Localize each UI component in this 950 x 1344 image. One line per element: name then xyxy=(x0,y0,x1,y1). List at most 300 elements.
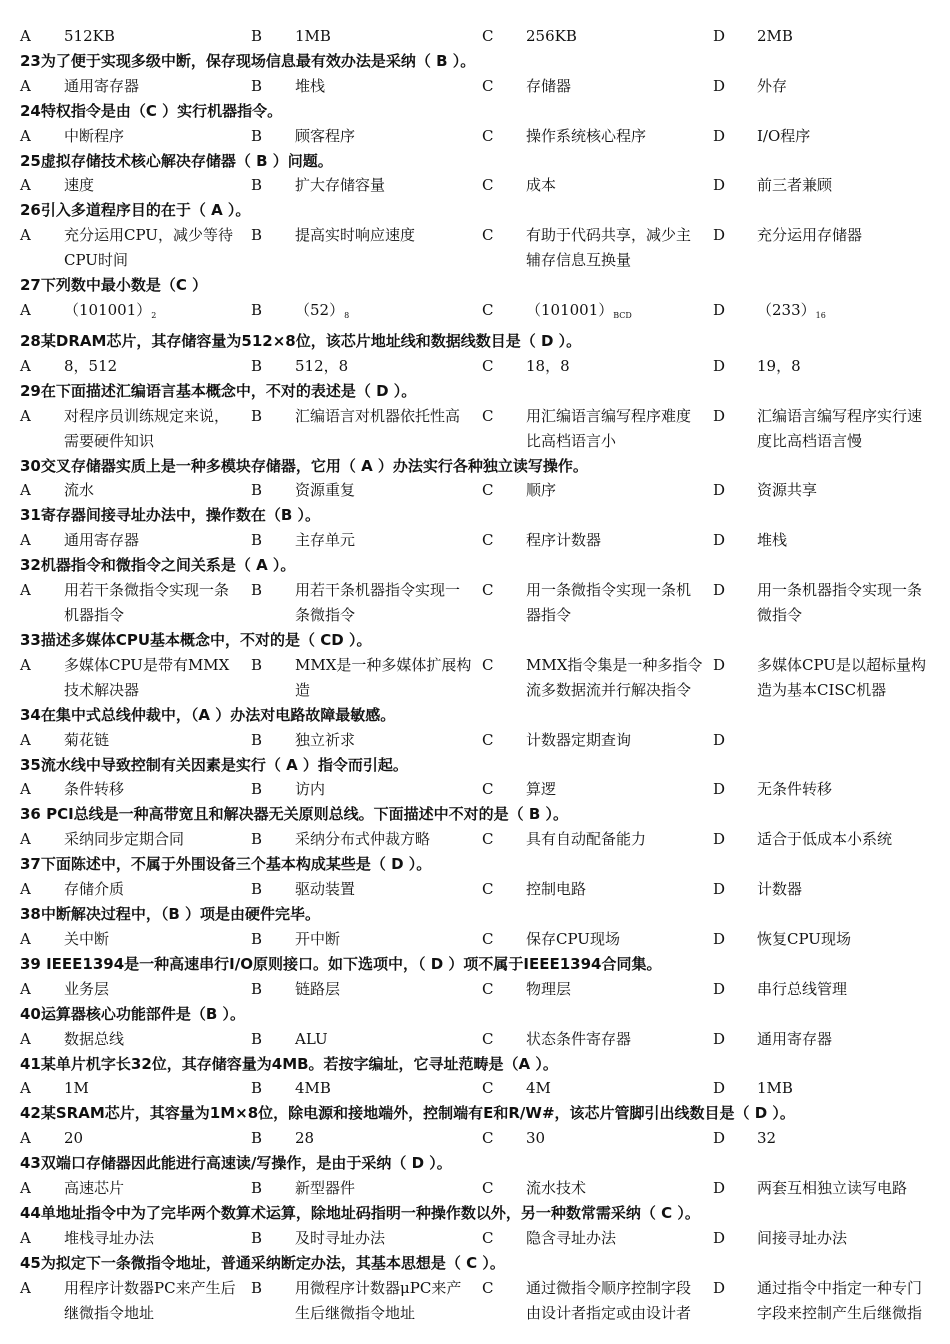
options-row xyxy=(0,528,950,553)
option-letter: A xyxy=(20,1129,31,1148)
question-block xyxy=(0,1101,950,1151)
option-text xyxy=(20,977,251,1002)
question-text: 为拟定下一条微指令地址，普通采纳断定办法，其基本思想是（ C ）。 xyxy=(40,1253,505,1272)
option-letter: A xyxy=(20,356,31,375)
option-value: 关中断 xyxy=(64,929,110,948)
option-text xyxy=(20,827,251,852)
option-value: 开中断 xyxy=(295,929,341,948)
option-text: 1MB xyxy=(295,27,331,45)
question-block xyxy=(0,753,950,803)
option-value: 汇编语言对机器依托性高 xyxy=(295,406,461,425)
option-d xyxy=(713,1076,943,1101)
option-c xyxy=(482,728,713,753)
question-stem xyxy=(0,1101,950,1126)
option-letter: A xyxy=(20,1079,31,1098)
option-letter: C xyxy=(482,176,494,195)
option-a xyxy=(20,404,251,454)
option-letter: B xyxy=(251,581,263,600)
question-stem xyxy=(0,1151,950,1176)
option-text xyxy=(713,74,943,99)
options-row xyxy=(0,354,950,379)
question-number: 34 xyxy=(20,705,41,724)
question-number: 27 xyxy=(20,276,41,295)
option-letter: D xyxy=(713,655,726,674)
option-text xyxy=(251,1276,482,1326)
option-value: 用微程序计数器μPC来产生后继微指令地址 xyxy=(295,1278,462,1322)
options-row xyxy=(0,223,950,273)
question-text: 在集中式总线仲裁中，（A ）办法对电路故障最敏感。 xyxy=(40,705,396,724)
option-text xyxy=(482,927,713,952)
question-block xyxy=(0,1201,950,1251)
option-letter: A xyxy=(20,1179,31,1198)
option-letter: C xyxy=(482,929,494,948)
question-text: 描述多媒体CPU基本概念中，不对的是（ CD ）。 xyxy=(40,630,372,649)
option-d xyxy=(713,298,943,329)
option-c xyxy=(482,827,713,852)
question-stem xyxy=(0,329,950,354)
option-value: 计数器定期查询 xyxy=(526,730,632,749)
option-letter: B xyxy=(251,780,263,799)
option-d xyxy=(713,528,943,553)
option-d xyxy=(713,1126,943,1151)
option-value: （101001） xyxy=(526,301,614,320)
option-value: 1M xyxy=(64,1079,89,1098)
option-b xyxy=(251,173,482,198)
option-d xyxy=(713,1276,943,1326)
option-letter: D xyxy=(713,356,726,375)
options-row xyxy=(0,1126,950,1151)
option-value: （101001） xyxy=(64,301,152,320)
option-text xyxy=(251,528,482,553)
option-c xyxy=(482,1027,713,1052)
question-text: 在下面描述汇编语言基本概念中，不对的表述是（ D ）。 xyxy=(40,381,417,400)
option-text xyxy=(20,173,251,198)
question-text: 下列数中最小数是（C ） xyxy=(40,276,208,295)
option-text xyxy=(713,578,943,628)
option-value: 多媒体CPU是以超标量构造为基本CISC机器 xyxy=(757,655,926,699)
option-c xyxy=(482,223,713,273)
option-text xyxy=(713,1226,943,1251)
option-b xyxy=(251,728,482,753)
option-value: 提高实时响应速度 xyxy=(295,226,416,245)
option-letter: D xyxy=(713,1129,726,1148)
option-c xyxy=(482,124,713,149)
option-b xyxy=(251,977,482,1002)
question-number: 38 xyxy=(20,905,41,924)
option-text xyxy=(482,877,713,902)
options-row xyxy=(0,728,950,753)
option-text xyxy=(251,827,482,852)
option-d xyxy=(713,877,943,902)
option-value: 资源重复 xyxy=(295,481,356,500)
question-number: 36 xyxy=(20,805,41,824)
option-value: 存储器 xyxy=(526,76,572,95)
option-letter: D xyxy=(713,126,726,145)
option-text xyxy=(482,1076,713,1101)
question-number: 40 xyxy=(20,1004,41,1023)
option-text: 512KB xyxy=(64,27,115,45)
option-letter: A xyxy=(20,76,31,95)
option-d xyxy=(713,578,943,628)
question-stem xyxy=(0,1251,950,1276)
option-a xyxy=(20,927,251,952)
option-c xyxy=(482,528,713,553)
options-row xyxy=(0,777,950,802)
question-stem xyxy=(0,1002,950,1027)
option-value: 采纳同步定期合同 xyxy=(64,830,185,849)
option-text xyxy=(20,223,251,273)
option-text xyxy=(251,1076,482,1101)
question-text: 某单片机字长32位，其存储容量为4MB。若按字编址，它寻址范畴是（A ）。 xyxy=(40,1054,558,1073)
option-d xyxy=(713,354,943,379)
option-letter: D xyxy=(713,27,726,45)
option-d xyxy=(713,927,943,952)
option-c xyxy=(482,404,713,454)
option-c xyxy=(482,578,713,628)
option-text xyxy=(713,404,943,454)
option-letter: D xyxy=(713,1179,726,1198)
question-block xyxy=(0,329,950,379)
option-text xyxy=(713,653,943,703)
option-text xyxy=(713,124,943,149)
option-d xyxy=(713,728,943,753)
option-b xyxy=(251,478,482,503)
option-value: 外存 xyxy=(757,76,788,95)
option-a xyxy=(20,1076,251,1101)
option-value: 充分运用存储器 xyxy=(757,226,863,245)
options-row xyxy=(0,578,950,628)
option-value: 堆栈 xyxy=(295,76,326,95)
options-row xyxy=(0,1276,950,1326)
question-stem xyxy=(0,198,950,223)
option-value: 1MB xyxy=(757,1079,793,1098)
option-letter: D xyxy=(713,581,726,600)
question-block xyxy=(0,802,950,852)
option-letter: D xyxy=(713,176,726,195)
option-text xyxy=(482,827,713,852)
option-text xyxy=(482,478,713,503)
option-b xyxy=(251,1276,482,1326)
option-a xyxy=(20,478,251,503)
option-text xyxy=(251,1226,482,1251)
option-text: 2MB xyxy=(757,27,793,45)
option-text xyxy=(482,1226,713,1251)
option-value: 4MB xyxy=(295,1079,331,1098)
option-letter: B xyxy=(251,655,263,674)
option-value: I/O程序 xyxy=(757,126,811,145)
option-c xyxy=(482,653,713,703)
question-block xyxy=(0,503,950,553)
option-letter: A xyxy=(20,581,31,600)
option-text xyxy=(251,1027,482,1052)
option-b xyxy=(251,653,482,703)
option-text xyxy=(482,777,713,802)
option-text xyxy=(482,124,713,149)
option-a xyxy=(20,1176,251,1201)
option-c xyxy=(482,478,713,503)
question-number: 45 xyxy=(20,1253,41,1272)
question-number: 33 xyxy=(20,630,41,649)
option-b xyxy=(251,24,482,49)
option-value: 成本 xyxy=(526,176,557,195)
option-a xyxy=(20,578,251,628)
question-block xyxy=(0,1251,950,1326)
option-value: 28 xyxy=(295,1129,315,1148)
option-text xyxy=(251,1126,482,1151)
option-text xyxy=(20,298,251,329)
question-stem xyxy=(0,852,950,877)
option-text xyxy=(251,777,482,802)
option-value: 用若干条微指令实现一条机器指令 xyxy=(64,581,230,625)
option-text xyxy=(20,354,251,379)
option-a xyxy=(20,777,251,802)
option-text xyxy=(251,1176,482,1201)
option-letter: B xyxy=(251,730,263,749)
option-value: 两套互相独立读写电路 xyxy=(757,1179,908,1198)
question-block xyxy=(0,49,950,99)
option-letter: A xyxy=(20,176,31,195)
option-d xyxy=(713,173,943,198)
option-text xyxy=(713,1076,943,1101)
question-number: 42 xyxy=(20,1104,41,1123)
option-value: 30 xyxy=(526,1129,546,1148)
option-text xyxy=(713,1276,943,1326)
option-a xyxy=(20,173,251,198)
option-text xyxy=(20,653,251,703)
option-letter: A xyxy=(20,126,31,145)
option-value: 操作系统核心程序 xyxy=(526,126,647,145)
option-value: 串行总线管理 xyxy=(757,979,848,998)
option-letter: A xyxy=(20,1278,31,1297)
option-text xyxy=(713,173,943,198)
option-value: 对程序员训练规定来说，需要硬件知识 xyxy=(64,406,230,450)
option-c xyxy=(482,354,713,379)
option-a xyxy=(20,223,251,273)
option-text xyxy=(20,404,251,454)
option-letter: D xyxy=(713,531,726,550)
option-text: 256KB xyxy=(526,27,577,45)
question-stem xyxy=(0,49,950,74)
option-value: 汇编语言编写程序实行速度比高档语言慢 xyxy=(757,406,923,450)
option-text xyxy=(251,404,482,429)
option-value: 控制电路 xyxy=(526,880,587,899)
question-stem xyxy=(0,902,950,927)
question-text: 某SRAM芯片，其容量为1M×8位，除电源和接地端外，控制端有E和R/W#，该芯片管脚引出线数目是（ D ）。 xyxy=(40,1104,795,1123)
option-value: 主存单元 xyxy=(295,531,356,550)
option-text xyxy=(20,1027,251,1052)
option-letter: C xyxy=(482,531,494,550)
option-letter: B xyxy=(251,481,263,500)
question-text: 寄存器间接寻址办法中，操作数在（B ）。 xyxy=(40,506,321,525)
option-value: MMX指令集是一种多指令流多数据流并行解决指令 xyxy=(526,655,703,699)
option-value: 中断程序 xyxy=(64,126,125,145)
question-block xyxy=(0,454,950,504)
option-c xyxy=(482,1276,713,1326)
question-block xyxy=(0,902,950,952)
option-value: 数据总线 xyxy=(64,1029,125,1048)
number-base-subscript: 16 xyxy=(815,311,826,321)
option-value: 通过微指令顺序控制字段由设计者指定或由设计者 xyxy=(526,1278,692,1322)
option-letter: D xyxy=(713,1029,726,1048)
option-text xyxy=(20,124,251,149)
option-text xyxy=(251,298,482,329)
question-text: 机器指令和微指令之间关系是（ A ）。 xyxy=(40,556,296,575)
question-text: 运算器核心功能部件是（B ）。 xyxy=(40,1004,246,1023)
options-row xyxy=(0,404,950,454)
option-letter: B xyxy=(251,226,263,245)
options-row xyxy=(0,478,950,503)
option-letter: C xyxy=(482,1029,494,1048)
option-letter: A xyxy=(20,830,31,849)
option-a xyxy=(20,1276,251,1326)
option-text xyxy=(482,653,713,703)
question-stem xyxy=(0,454,950,479)
option-b xyxy=(251,1126,482,1151)
option-d xyxy=(713,24,943,49)
option-letter: B xyxy=(251,531,263,550)
question-block xyxy=(0,852,950,902)
option-text xyxy=(482,354,713,379)
option-c xyxy=(482,173,713,198)
option-value: 8，512 xyxy=(64,356,118,375)
option-c xyxy=(482,1226,713,1251)
option-letter: C xyxy=(482,655,494,674)
option-text xyxy=(251,877,482,902)
option-b xyxy=(251,298,482,329)
question-text: 引入多道程序目的在于（ A ）。 xyxy=(40,201,251,220)
question-block xyxy=(0,628,950,703)
option-value: 算逻 xyxy=(526,780,557,799)
option-b xyxy=(251,1176,482,1201)
question-number: 24 xyxy=(20,101,41,120)
options-row xyxy=(0,1226,950,1251)
question-number: 25 xyxy=(20,151,41,170)
option-letter: C xyxy=(482,1129,494,1148)
question-block xyxy=(0,379,950,454)
option-letter: A xyxy=(20,655,31,674)
number-base-subscript: BCD xyxy=(613,311,632,321)
option-letter: B xyxy=(251,929,263,948)
question-number: 35 xyxy=(20,755,41,774)
option-b xyxy=(251,528,482,553)
option-text xyxy=(20,1226,251,1251)
option-letter: A xyxy=(20,880,31,899)
option-text xyxy=(713,1027,943,1052)
question-block xyxy=(0,149,950,199)
question-text: IEEE1394是一种高速串行I/O原则接口。如下选项中，（ D ）项不属于IEEE1394合同集。 xyxy=(40,954,662,973)
option-text xyxy=(251,927,482,952)
option-text xyxy=(20,777,251,802)
question-stem xyxy=(0,628,950,653)
question-stem xyxy=(0,99,950,124)
option-text xyxy=(20,1176,251,1201)
option-letter: C xyxy=(482,830,494,849)
question-number: 37 xyxy=(20,855,41,874)
question-stem xyxy=(0,273,950,298)
question-stem xyxy=(0,952,950,977)
option-text xyxy=(713,298,943,329)
question-text: PCI总线是一种高带宽且和解决器无关原则总线。下面描述中不对的是（ B ）。 xyxy=(40,805,569,824)
option-text xyxy=(713,927,943,952)
option-value: 及时寻址办法 xyxy=(295,1228,386,1247)
option-letter: B xyxy=(251,979,263,998)
option-b xyxy=(251,578,482,628)
option-value: 通过指令中指定一种专门字段来控制产生后继微指 xyxy=(757,1278,923,1322)
question-text: 虚拟存储技术核心解决存储器（ B ）问题。 xyxy=(40,151,333,170)
option-text xyxy=(482,1176,713,1201)
options-row xyxy=(0,977,950,1002)
option-a xyxy=(20,74,251,99)
question-number: 41 xyxy=(20,1054,41,1073)
option-letter: A xyxy=(20,27,31,45)
option-b xyxy=(251,827,482,852)
option-letter: A xyxy=(20,406,31,425)
option-value: 业务层 xyxy=(64,979,110,998)
options-row xyxy=(0,124,950,149)
option-value: 间接寻址办法 xyxy=(757,1228,848,1247)
option-letter: D xyxy=(713,979,726,998)
option-letter: B xyxy=(251,1079,263,1098)
option-text xyxy=(20,927,251,952)
question-block xyxy=(0,198,950,273)
option-text xyxy=(251,578,482,628)
option-letter: A xyxy=(20,531,31,550)
option-letter: B xyxy=(251,176,263,195)
option-text xyxy=(20,74,251,99)
option-value: 有助于代码共享，减少主辅存信息互换量 xyxy=(526,226,692,270)
question-block xyxy=(0,1052,950,1102)
option-c xyxy=(482,1126,713,1151)
option-value: 存储介质 xyxy=(64,880,125,899)
question-number: 43 xyxy=(20,1154,41,1173)
question-block xyxy=(0,553,950,628)
option-c xyxy=(482,74,713,99)
options-row xyxy=(0,173,950,198)
option-d xyxy=(713,653,943,703)
option-b xyxy=(251,877,482,902)
question-number: 23 xyxy=(20,51,41,70)
option-value: 恢复CPU现场 xyxy=(757,929,851,948)
options-row xyxy=(0,877,950,902)
option-value: MMX是一种多媒体扩展构造 xyxy=(295,655,472,699)
option-value: 多媒体CPU是带有MMX技术解决器 xyxy=(64,655,230,699)
option-letter: C xyxy=(482,356,494,375)
option-letter: B xyxy=(251,27,263,45)
option-value: 32 xyxy=(757,1129,777,1148)
option-letter: C xyxy=(482,406,494,425)
option-value: 链路层 xyxy=(295,979,341,998)
option-a xyxy=(20,528,251,553)
option-value: 流水技术 xyxy=(526,1179,587,1198)
option-text xyxy=(20,1076,251,1101)
question-text: 某DRAM芯片，其存储容量为512×8位，该芯片地址线和数据线数目是（ D ）。 xyxy=(40,331,582,350)
option-letter: B xyxy=(251,1129,263,1148)
question-stem xyxy=(0,379,950,404)
option-text xyxy=(482,578,713,628)
question-block xyxy=(0,952,950,1002)
option-text xyxy=(251,223,482,248)
option-value: 前三者兼顾 xyxy=(757,176,833,195)
option-text xyxy=(482,728,713,753)
option-letter: D xyxy=(713,929,726,948)
option-c xyxy=(482,24,713,49)
option-text xyxy=(482,74,713,99)
option-letter: B xyxy=(251,1228,263,1247)
option-value: 资源共享 xyxy=(757,481,818,500)
question-text: 中断解决过程中，（B ）项是由硬件完毕。 xyxy=(40,905,321,924)
question-stem xyxy=(0,503,950,528)
option-letter: C xyxy=(482,1179,494,1198)
